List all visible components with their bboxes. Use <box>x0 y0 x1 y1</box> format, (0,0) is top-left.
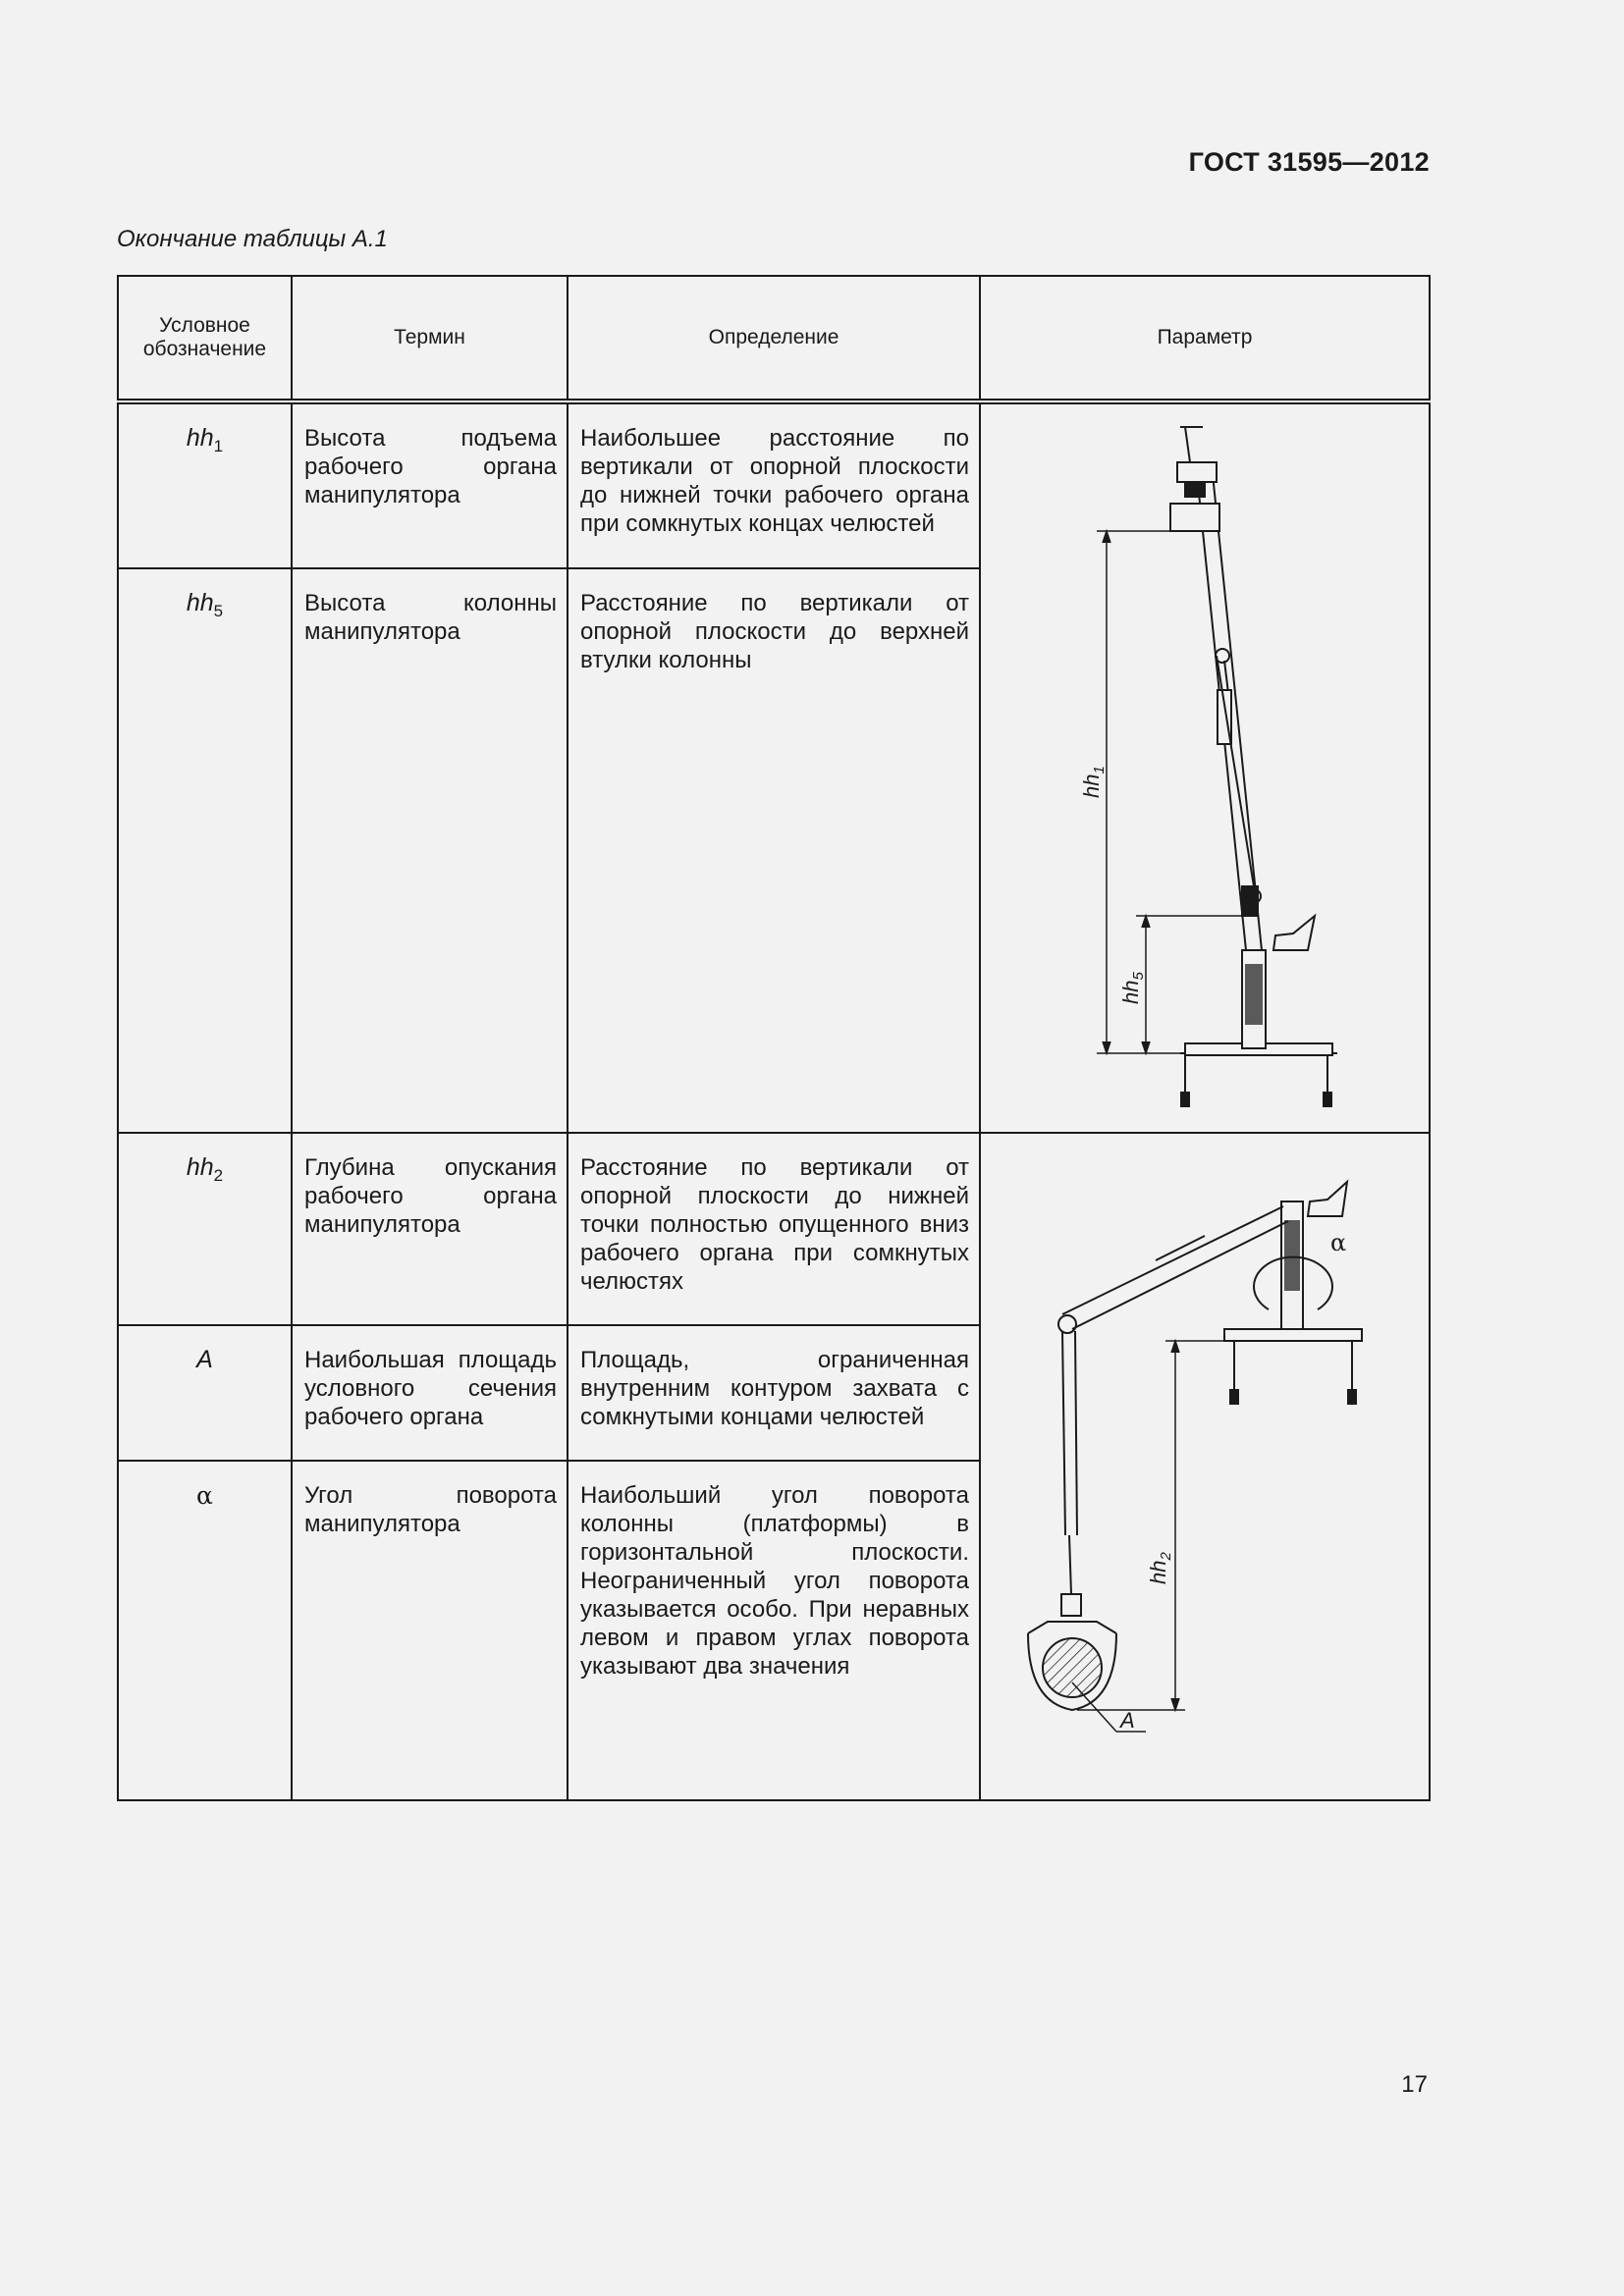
definitions-table <box>117 275 1431 1801</box>
term-cell: Глубина опускания рабочего органа манипулятора <box>292 1133 568 1325</box>
symbol-cell: A <box>118 1325 292 1461</box>
symbol-cell: $hh_1$ <box>118 401 292 568</box>
figure-cell-lowering-depth <box>980 1133 1430 1800</box>
dimension-label-hh2: $hh_2$ <box>1146 1552 1174 1584</box>
area-label-A: A <box>1120 1708 1135 1733</box>
definition-cell: Расстояние по вертикали от опорной плоскости до верхней втулки колонны <box>568 568 980 1133</box>
term-cell: Высота подъема рабочего органа манипулятора <box>292 401 568 568</box>
term-cell: Наибольшая площадь условного сечения рабочего органа <box>292 1325 568 1461</box>
column-header-parameter: Параметр <box>980 276 1430 401</box>
symbol-cell: $hh_5$ <box>118 568 292 1133</box>
dimension-label-hh5: $hh_5$ <box>1118 971 1147 1004</box>
symbol-cell: $hh_2$ <box>118 1133 292 1325</box>
column-header-term: Термин <box>292 276 568 401</box>
standard-header: ГОСТ 31595—2012 <box>1188 147 1430 177</box>
manipulator-raised-figure <box>989 415 1421 1122</box>
definition-cell: Расстояние по вертикали от опорной плоскости до нижней точки полностью опущенного вниз рабочего органа при сомкнутых челюстях <box>568 1133 980 1325</box>
column-header-definition: Определение <box>568 276 980 401</box>
table-row <box>118 1133 1430 1325</box>
symbol-cell: α <box>118 1461 292 1800</box>
definition-cell: Наибольший угол поворота колонны (платформы) в горизонтальной плоскости. Неограниченный угол поворота указывается особо. При неравных левом и правом углах поворота указывают два значения <box>568 1461 980 1800</box>
definition-cell: Площадь, ограниченная внутренним контуром захвата с сомкнутыми концами челюстей <box>568 1325 980 1461</box>
angle-label-alpha: α <box>1330 1229 1347 1256</box>
dimension-label-hh1: $hh_1$ <box>1079 765 1108 798</box>
table-row <box>118 401 1430 568</box>
page-number: 17 <box>1401 2071 1428 2098</box>
table-header-row <box>118 276 1430 401</box>
table-caption: Окончание таблицы А.1 <box>117 226 388 252</box>
term-cell: Высота колонны манипулятора <box>292 568 568 1133</box>
term-cell: Угол поворота манипулятора <box>292 1461 568 1800</box>
figure-cell-column-height <box>980 401 1430 1133</box>
column-header-symbol: Условное обозначение <box>118 276 292 401</box>
manipulator-lowered-figure <box>989 1152 1421 1781</box>
definition-cell: Наибольшее расстояние по вертикали от опорной плоскости до нижней точки рабочего органа при сомкнутых концах челюстей <box>568 401 980 568</box>
